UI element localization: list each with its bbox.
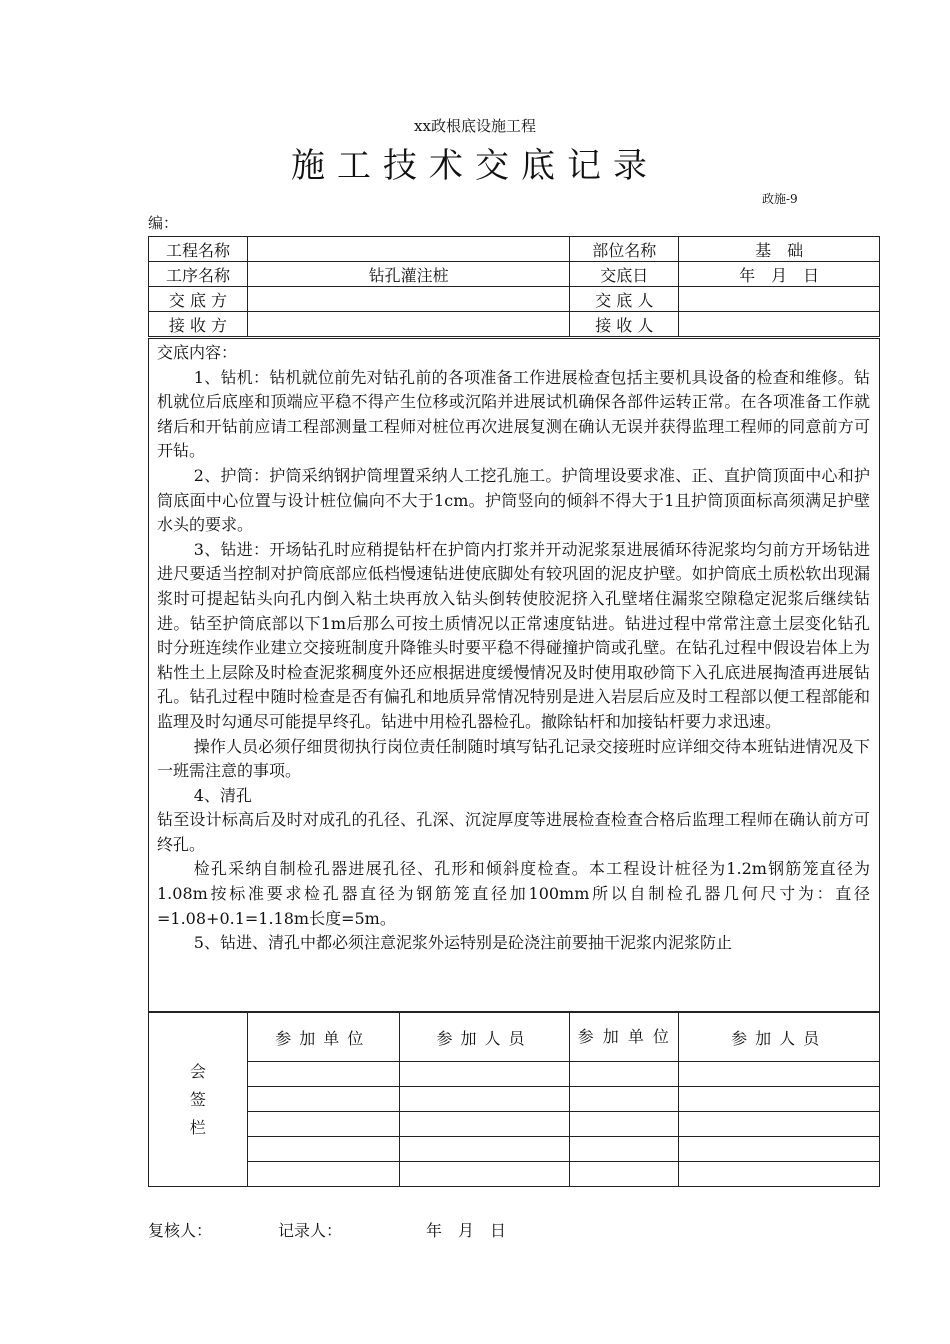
footer (148, 1218, 506, 1241)
signoff-cell[interactable] (247, 1087, 399, 1112)
signoff-cell[interactable] (570, 1112, 679, 1137)
signoff-row (149, 1162, 880, 1187)
signoff-cell[interactable] (570, 1137, 679, 1162)
info-row-briefing (149, 287, 880, 312)
signoff-section-label: 会签栏 (149, 1013, 248, 1187)
page-title: 施工技术交底记录 (291, 146, 659, 186)
date-value[interactable]: 年 月 日 (679, 262, 880, 287)
project-subtitle: xx政根底设施工程 (414, 117, 536, 135)
signoff-cell[interactable] (399, 1137, 570, 1162)
content-paragraph-hole-check: 检孔采纳自制检孔器进展孔径、孔形和倾斜度检查。本工程设计桩径为1.2m钢筋笼直径为1.08m按标准要求检孔器直径为钢筋笼直径加100mm所以自制检孔器几何尺寸为：直径=1.08+0.1=1.18m长度=5m。 (157, 859, 870, 928)
signoff-cell[interactable] (399, 1062, 570, 1087)
receiving-party-value[interactable] (247, 312, 569, 337)
info-row-process (149, 262, 880, 287)
signoff-table (148, 1012, 880, 1187)
signoff-cell[interactable] (679, 1112, 880, 1137)
briefing-person-label: 交 底 人 (570, 287, 679, 312)
info-row-receiving (149, 312, 880, 337)
receiving-person-value[interactable] (679, 312, 880, 337)
info-row-project (149, 237, 880, 262)
part-name-label: 部位名称 (570, 237, 679, 262)
signoff-col-person: 参加人员 (399, 1013, 570, 1062)
receiving-party-label: 接 收 方 (149, 312, 248, 337)
briefing-party-label: 交 底 方 (149, 287, 248, 312)
date-label: 交底日 (570, 262, 679, 287)
signoff-cell[interactable] (247, 1137, 399, 1162)
recorder-label: 记录人： (278, 1221, 343, 1240)
process-name-label: 工序名称 (149, 262, 248, 287)
signoff-cell[interactable] (247, 1162, 399, 1187)
signoff-cell[interactable] (679, 1087, 880, 1112)
process-name-value[interactable]: 钻孔灌注桩 (247, 262, 569, 287)
content-paragraph-operators: 操作人员必须仔细贯彻执行岗位责任制随时填写钻孔记录交接班时应详细交待本班钻进情况及下一班需注意的事项。 (157, 736, 870, 781)
briefing-party-value[interactable] (247, 287, 569, 312)
signoff-cell[interactable] (247, 1062, 399, 1087)
content-paragraph-drilling: 3、钻进：开场钻孔时应稍提钻杆在护筒内打浆并开动泥浆泵进展循环待泥浆均匀前方开场钻进进尺要适当控制对护筒底部应低档慢速钻进使底脚处有较巩固的泥皮护壁。如护筒底土质松软出现漏浆时可提起钻头向孔内倒入粘土块再放入钻头倒转使胶泥挤入孔壁堵住漏浆空隙稳定泥浆后继续钻进。钻至护筒底部以下1m后那么可按土质情况以正常速度钻进。钻进过程中常常注意土层变化钻孔时分班连续作业建立交接班制度升降锥头时要平稳不得碰撞护筒或孔壁。在钻孔过程中假设岩体上为粘性土上层除及时检查泥浆稠度外还应根据进度缓慢情况及时使用取砂筒下入孔底进展掏渣再进展钻孔。钻孔过程中随时检查是否有偏孔和地质异常情况特别是进入岩层后应及时工程部以便工程部能和监理及时勾通尽可能提早终孔。钻进中用检孔器检孔。撤除钻杆和加接钻杆要力求迅速。 (157, 539, 870, 731)
info-table (148, 236, 880, 337)
content-heading: 交底内容： (157, 343, 238, 362)
signoff-col-unit-2: 参 加 单 位 (570, 1013, 679, 1062)
form-number: 政施-9 (762, 192, 798, 206)
briefing-content (148, 338, 880, 1012)
signoff-cell[interactable] (570, 1162, 679, 1187)
edition-label: 编： (148, 214, 179, 232)
signoff-cell[interactable] (247, 1112, 399, 1137)
signoff-row (149, 1137, 880, 1162)
content-paragraph-drilling-rig: 1、钻机：钻机就位前先对钻孔前的各项准备工作进展检查包括主要机具设备的检查和维修。钻机就位后底座和顶端应平稳不得产生位移或沉陷并进展试机确保各部件运转正常。在各项准备工作就绪后和开钻前应请工程部测量工程师对桩位再次进展复测在确认无误并获得监理工程师的同意前方可开钻。 (157, 367, 870, 461)
signoff-cell[interactable] (679, 1062, 880, 1087)
signoff-cell[interactable] (679, 1162, 880, 1187)
signoff-cell[interactable] (399, 1112, 570, 1137)
signoff-cell[interactable] (399, 1162, 570, 1187)
reviewer-label: 复核人： (148, 1221, 213, 1240)
signoff-cell[interactable] (399, 1087, 570, 1112)
signoff-header-row (149, 1013, 880, 1062)
signoff-col-person-2: 参加人员 (679, 1013, 880, 1062)
project-name-label: 工程名称 (149, 237, 248, 262)
signoff-row (149, 1112, 880, 1137)
footer-date: 年 月 日 (426, 1221, 507, 1240)
signoff-row (149, 1087, 880, 1112)
part-name-value[interactable]: 基 础 (679, 237, 880, 262)
content-paragraph-mud: 5、钻进、清孔中都必须注意泥浆外运特别是砼浇注前要抽干泥浆内泥浆防止 (193, 933, 732, 953)
signoff-col-unit: 参加单位 (247, 1013, 399, 1062)
signoff-cell[interactable] (570, 1062, 679, 1087)
signoff-cell[interactable] (570, 1087, 679, 1112)
briefing-person-value[interactable] (679, 287, 880, 312)
project-name-value[interactable] (247, 237, 569, 262)
content-paragraph-cleaning-title: 4、清孔 (193, 785, 252, 805)
receiving-person-label: 接 收 人 (570, 312, 679, 337)
content-paragraph-casing: 2、护筒：护筒采纳钢护筒埋置采纳人工挖孔施工。护筒埋设要求准、正、直护筒顶面中心和护筒底面中心位置与设计桩位偏向不大于1cm。护筒竖向的倾斜不得大于1且护筒顶面标高须满足护壁水头的要求。 (157, 465, 870, 535)
content-paragraph-cleaning: 钻至设计标高后及时对成孔的孔径、孔深、沉淀厚度等进展检查检查合格后监理工程师在确认前方可终孔。 (157, 810, 870, 854)
signoff-cell[interactable] (679, 1137, 880, 1162)
signoff-row (149, 1062, 880, 1087)
